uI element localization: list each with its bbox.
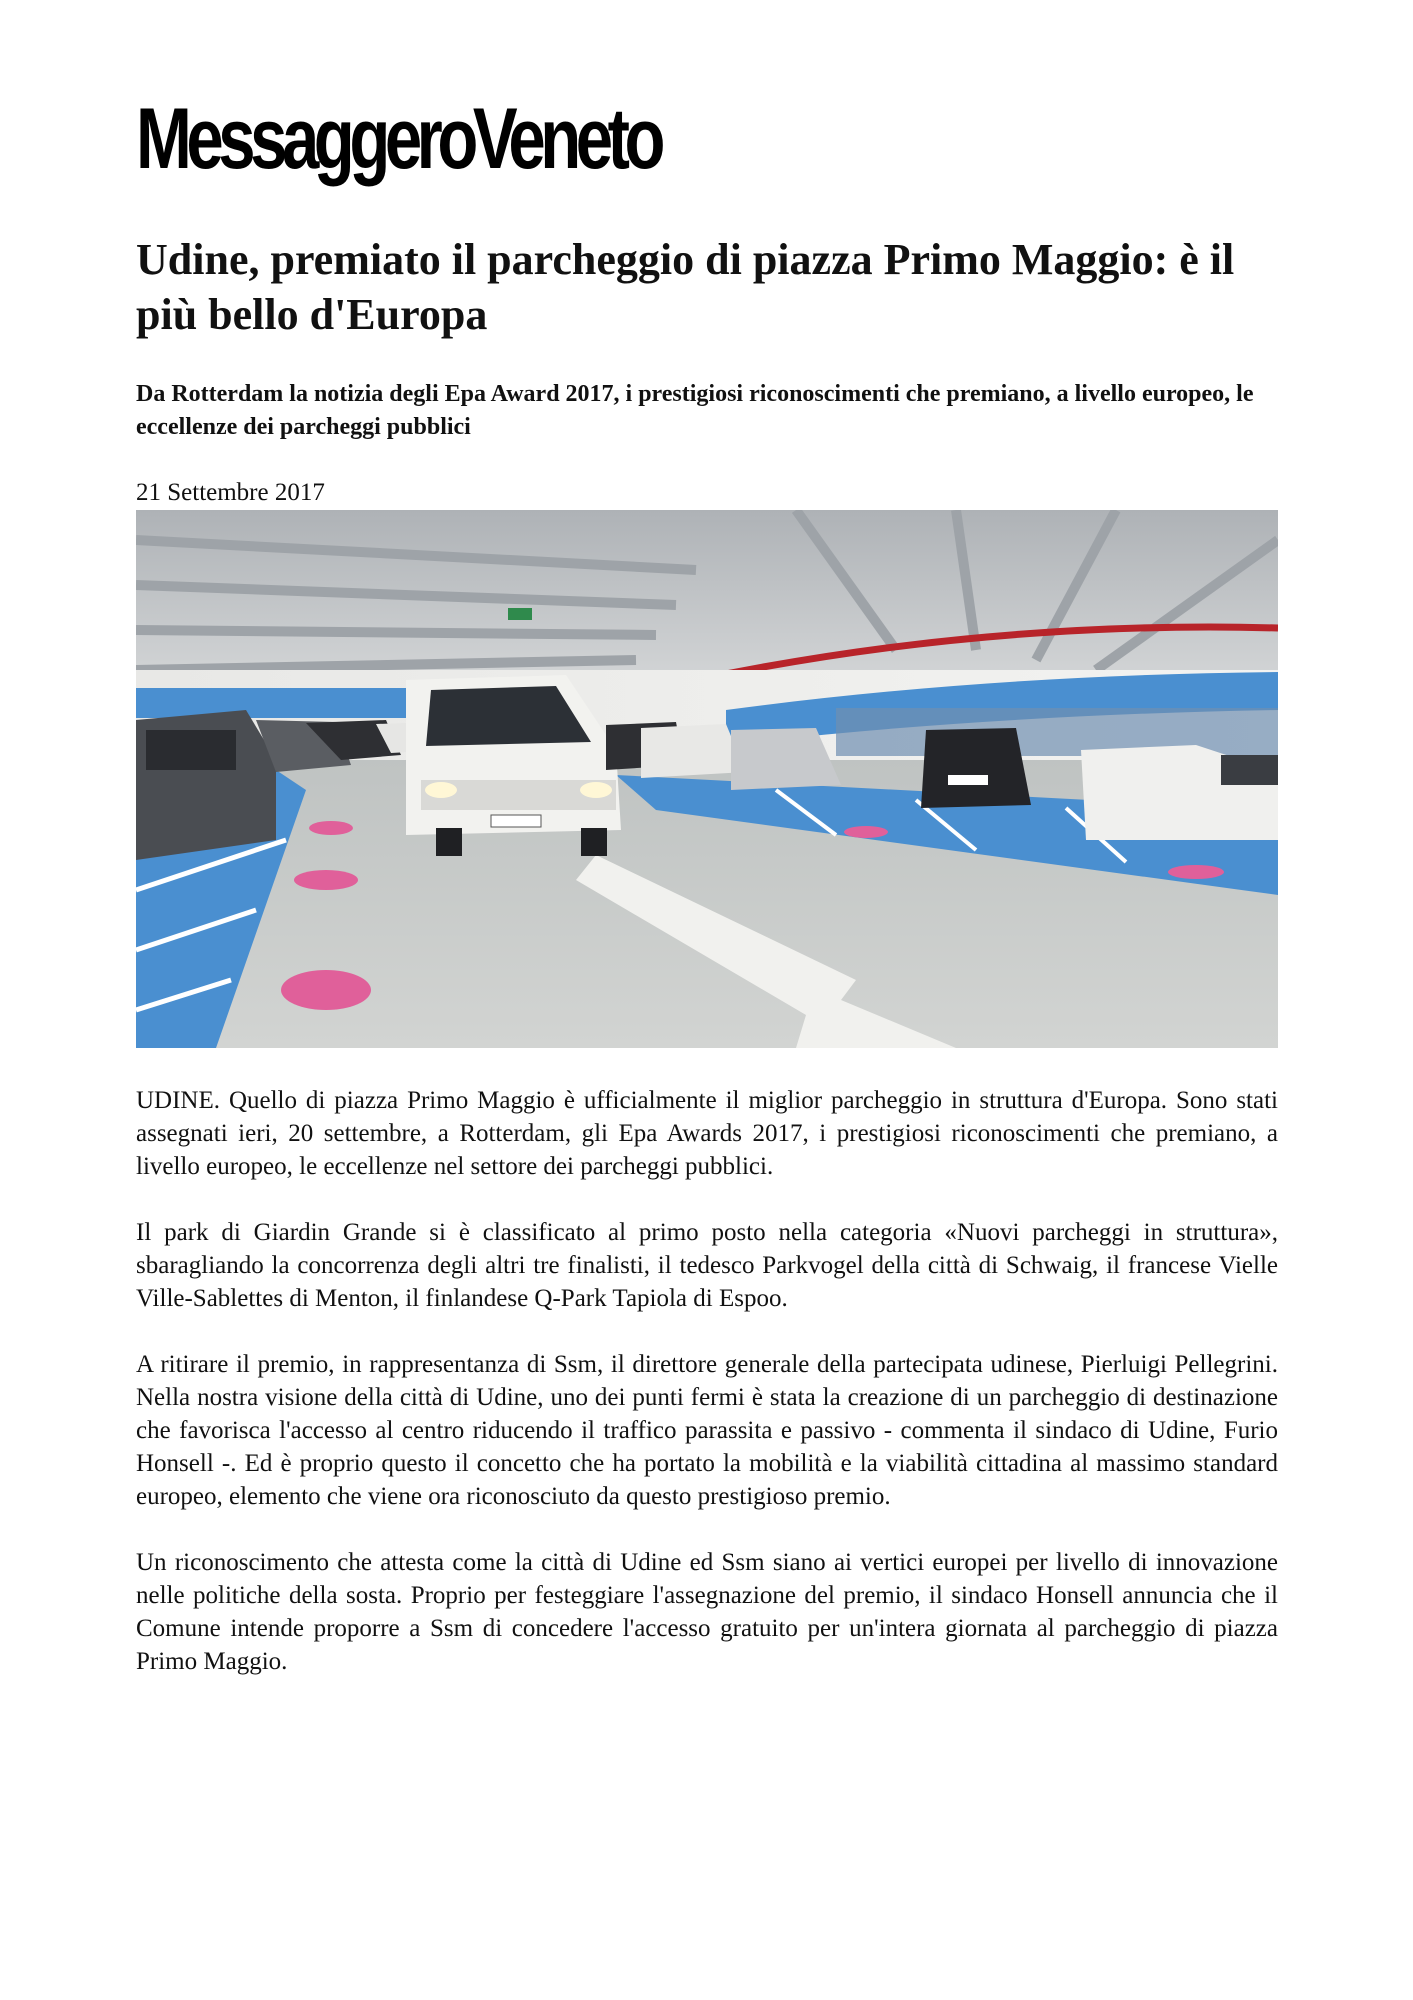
body-paragraph-2: Il park di Giardin Grande si è classificato al primo posto nella categoria «Nuovi parcheggi in struttura», sbaragliando la concorrenza degli altri tre finalisti, il tedesco Parkvogel della città di Schwaig, il francese Vielle Ville-Sablettes di Menton, il finlandese Q-Park Tapiola di Espoo.: [136, 1219, 1278, 1312]
newspaper-logo: MessaggeroVeneto: [136, 91, 661, 187]
body-paragraph-4: Un riconoscimento che attesta come la città di Udine ed Ssm siano ai vertici europei per livello di innovazione nelle politiche della sosta. Proprio per festeggiare l'assegnazione del premio, il sindaco Honsell annuncia che il Comune intende proporre a Ssm di concedere l'accesso gratuito per un'intera giornata al parcheggio di piazza Primo Maggio.: [136, 1549, 1278, 1675]
article-body: [136, 1084, 1278, 1711]
body-paragraph-3: A ritirare il premio, in rappresentanza di Ssm, il direttore generale della partecipata udinese, Pierluigi Pellegrini. Nella nostra visione della città di Udine, uno dei punti fermi è stata la creazione di un parcheggio di destinazione che favorisca l'accesso al centro riducendo il traffico parassita e passivo - commenta il sindaco di Udine, Furio Honsell -. Ed è proprio questo il concetto che ha portato la mobilità e la viabilità cittadina al massimo standard europeo, elemento che viene ora riconosciuto da questo prestigioso premio.: [136, 1351, 1278, 1510]
article-photo: [136, 510, 1278, 1048]
article-date: 21 Settembre 2017: [136, 479, 325, 506]
parking-garage-photo: [136, 510, 1278, 1048]
blue-wall-band-left: [136, 688, 426, 718]
article-subtitle: Da Rotterdam la notizia degli Epa Award 2017, i prestigiosi riconoscimenti che premiano, a livello europeo, le eccellenze dei parcheggi pubblici: [136, 381, 1254, 440]
body-paragraph-1: UDINE. Quello di piazza Primo Maggio è ufficialmente il miglior parcheggio in struttura d'Europa. Sono stati assegnati ieri, 20 settembre, a Rotterdam, gli Epa Awards 2017, i prestigiosi riconoscimenti che premiano, a livello europeo, le eccellenze nel settore dei parcheggi pubblici.: [136, 1087, 1278, 1180]
exit-sign: [508, 608, 532, 620]
article-headline: Udine, premiato il parcheggio di piazza Primo Maggio: è il più bello d'Europa: [136, 235, 1235, 339]
wall-mural: [836, 708, 1278, 756]
